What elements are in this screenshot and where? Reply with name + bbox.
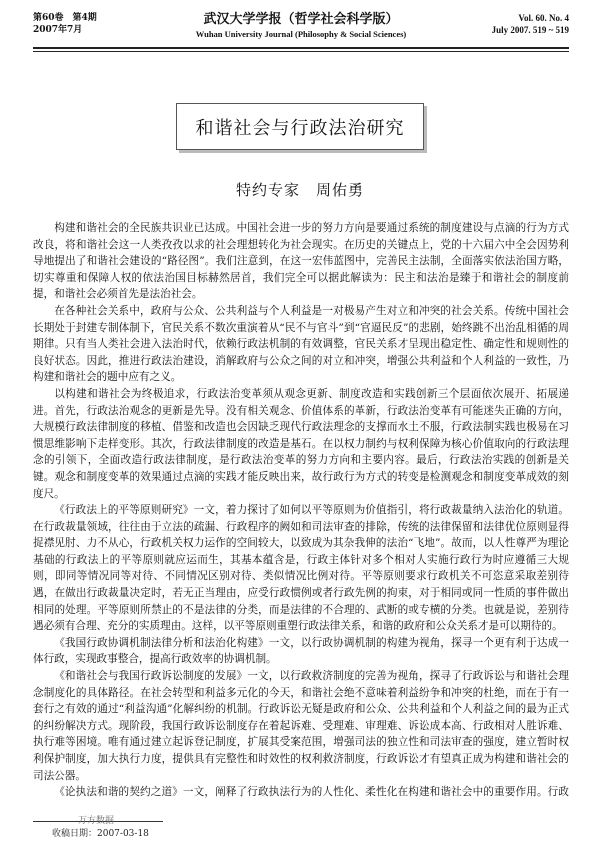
- paragraph: 《和谐社会与我国行政诉讼制度的发展》一文，以行政救济制度的完善为视角，探寻了行政诉讼与和谐社会理念制度化的具体路径。在社会转型和利益多元化的今天，和谐社会绝不意味着利益纷争和冲突的杜绝，而在于有一套行之有效的通过“利益沟通”化解纠纷的机制。行政诉讼无疑是政府和公众、公共利益和个人利益之间的最为正式的纠纷解决方式。现阶段，我国行政诉讼制度存在着起诉难、受理难、审理难、诉讼成本高、行政相对人胜诉难、执行难等困境。唯有通过建立起诉登记制度，扩展其受案范围，增强司法的独立性和司法审查的强度，建立暂时权利保护制度，加大执行力度，提供具有完整性和时效性的权利救济制度，行政诉讼才有望真正成为构建和谐社会的司法公器。: [33, 670, 569, 782]
- received-date: 收稿日期：2007-03-18: [52, 829, 149, 839]
- watermark: 万方数据: [78, 815, 115, 825]
- paragraph: 《我国行政协调机制法律分析和法治化构建》一文，以行政协调机制的构建为视角，探寻一个更有利于达成一体行政，实现政事整合，提高行政效率的协调机制。: [33, 636, 569, 666]
- journal-title-cn: 武汉大学学报（哲学社会科学版）: [203, 12, 399, 27]
- article-title: 和谐社会与行政法治研究: [195, 117, 405, 139]
- date-cn: 2007年7月: [33, 25, 83, 35]
- paragraph: 以构建和谐社会为终极追求，行政法治变革须从观念更新、制度改造和实践创新三个层面依次展开、拓展递进。首先，行政法治观念的更新是先导。没有相关观念、价值体系的革新，行政法治变革有可能迷失正确的方向，大规模行政法律制度的移植、借鉴和改造也会因缺乏现代行政法理念的支撑而水土不服，行政法制实践也极易在习惯思维影响下走样变形。其次，行政法律制度的改造是基石。在以权力制约与权利保障为核心价值取向的行政法理念的引领下，全面改造行政法律制度，是行政法治变革的努力方向和主要内容。最后，行政法治实践的创新是关键。观念和制度变革的效果通过点滴的实践才能反映出来，故行政行为方式的转变是检测观念和制度变革成效的刻度尺。: [33, 387, 569, 500]
- header-left: [33, 12, 97, 36]
- paragraph: 构建和谐社会的全民族共识业已达成。中国社会进一步的努力方向是要通过系统的制度建设与点滴的行为方式改良，将和谐社会这一人类孜孜以求的社会理想转化为社会现实。在历史的关键点上，党的十六届六中全会因势利导地提出了和谐社会建设的“路径图”。我们注意到，在这一宏伟蓝图中，完善民主法制，全面落实依法治国方略，切实尊重和保障人权的依法治国目标赫然居首，我们完全可以据此解读为：民主和法治是臻于和谐社会的制度前提，和谐社会必须首先是法治社会。: [33, 222, 569, 301]
- header-rule-thin: [33, 51, 569, 52]
- header-right: [492, 12, 569, 36]
- header-center: [143, 12, 459, 40]
- running-header: [33, 12, 569, 44]
- paragraph: 《行政法上的平等原则研究》一文，着力探讨了如何以平等原则为价值指引，将行政裁量纳入法治化的轨道。在行政裁量领域，往往由于立法的疏漏、行政程序的阙如和司法审查的排除，传统的法律保留和法律优位原则显得捉襟见肘、力不从心，行政机关权力运作的空间较大，以致成为其杂我伸的法治“飞地”。故而，以人性尊严为理论基础的行政法上的平等原则就应运而生，其基本蕴含是，行政主体针对多个相对人实施行政行为时应遵循三大规则，即同等情况同等对待、不同情况区别对待、类似情况比例对待。平等原则要求行政机关不可恣意采取差别待遇，在做出行政裁量决定时，若无正当理由，应受行政惯例或者行政先例的拘束，对于相同或同一性质的事件做出相同的处理。平等原则所禁止的不是法律的分类，而是法律的不合理的、武断的或专横的分类。也就是说，差别待遇必须有合理、充分的实质理由。这样，以平等原则重塑行政法律关系，和谐的政府和公众关系才是可以期待的。: [33, 504, 569, 633]
- date-pages-en: July 2007. 519 ~ 519: [491, 25, 569, 35]
- article-title-box: [176, 103, 424, 150]
- volume-issue-en: Vol. 60. No. 4: [518, 13, 569, 23]
- paragraph: 《论执法和谐的契约之道》一文，阐释了行政执法行为的人性化、柔性化在构建和谐社会中的重要作用。行政: [54, 786, 569, 799]
- paragraph: 在各种社会关系中，政府与公众、公共利益与个人利益是一对极易产生对立和冲突的社会关系。传统中国社会长期处于封建专制体制下，官民关系不数次重演着从“民不与官斗”到“官逼民反”的悲剧，始终跳不出治乱相循的周期律。只有当人类社会进入法治时代，依赖行政法机制的有效调整，官民关系才呈现出稳定性、确定性和规则性的良好状态。因此，推进行政法治建设，消解政府与公众之间的对立和冲突，增强公共利益和个人利益的一致性，乃构建和谐社会的题中应有之义。: [33, 304, 569, 384]
- author-line: 特约专家 周佑勇: [235, 181, 364, 199]
- volume-issue-cn: 第60卷 第4期: [33, 13, 97, 23]
- header-rule-thick: [33, 47, 569, 49]
- journal-title-en: Wuhan University Journal (Philosophy & Social Sciences): [195, 29, 407, 39]
- article-body: [33, 220, 569, 802]
